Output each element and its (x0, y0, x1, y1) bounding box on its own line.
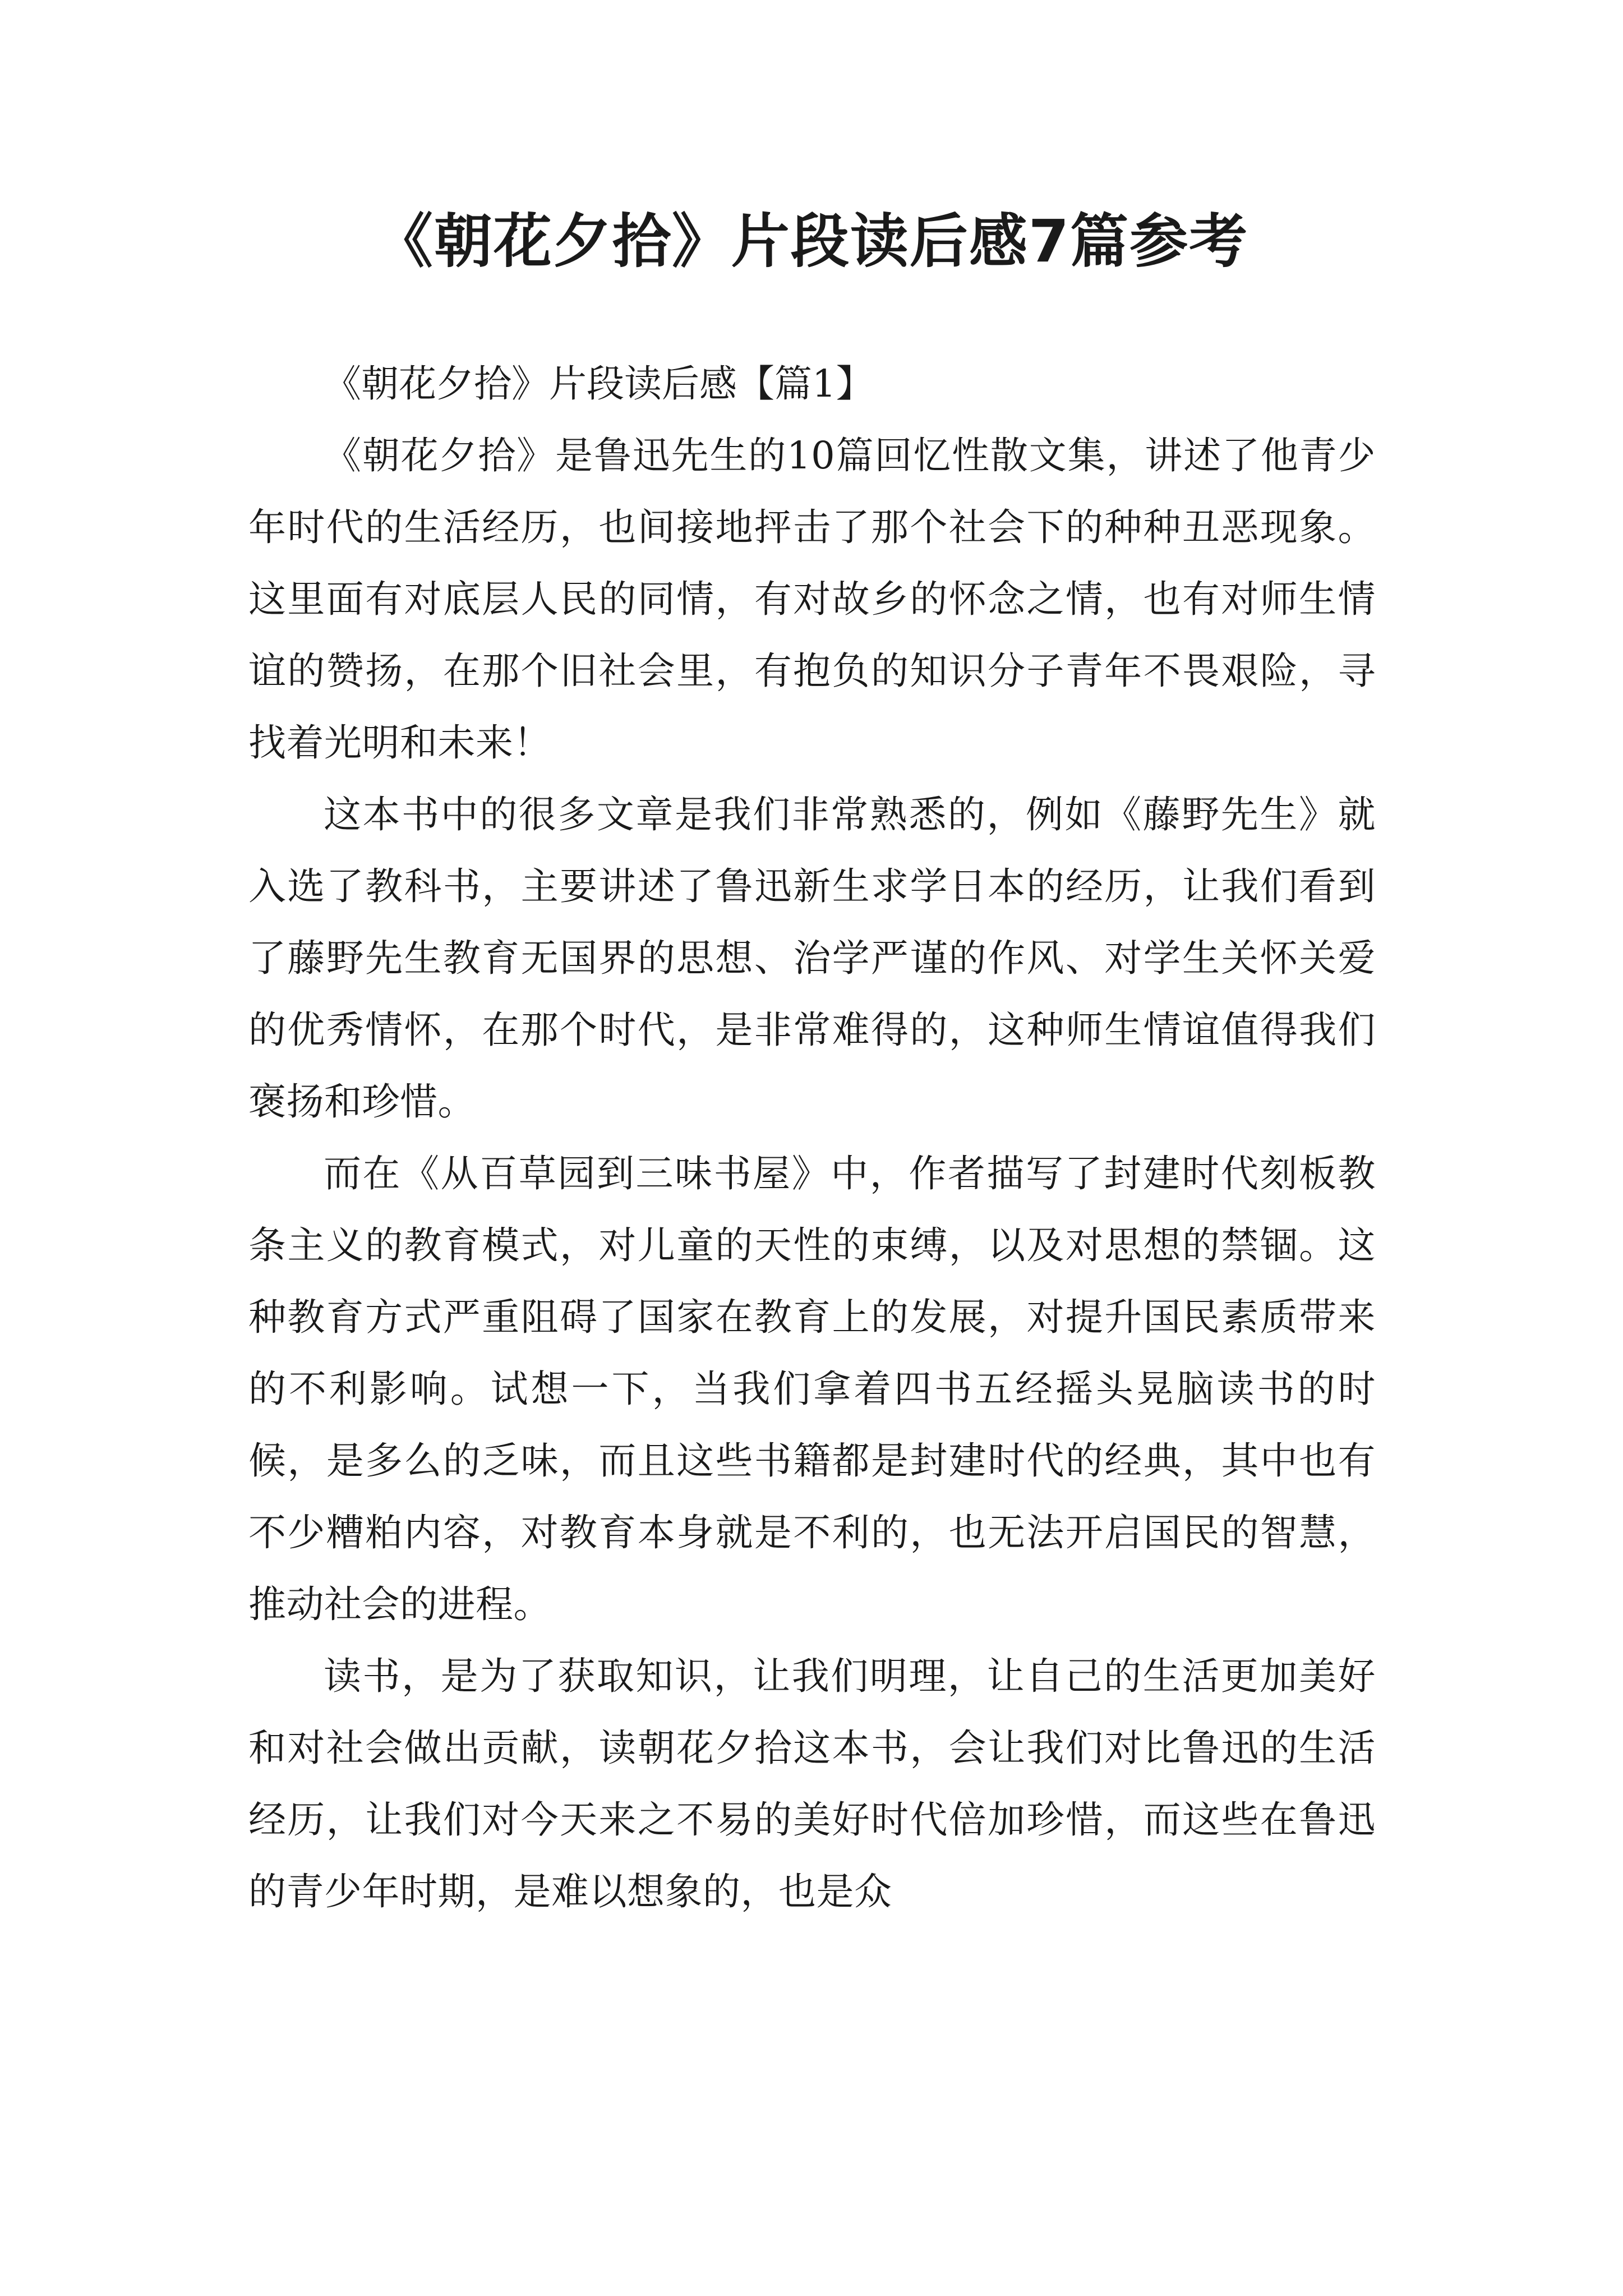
paragraph-4: 读书，是为了获取知识，让我们明理，让自己的生活更加美好和对社会做出贡献，读朝花夕拾这本书，会让我们对比鲁迅的生活经历，让我们对今天来之不易的美好时代倍加珍惜，而这些在鲁迅的青少年时期，是难以想象的，也是众 (248, 1654, 1376, 1913)
document-title: 《朝花夕拾》片段读后感7篇参考 (374, 207, 1249, 275)
document-body (248, 348, 1376, 1927)
section-heading: 《朝花夕拾》片段读后感【篇1】 (324, 362, 874, 406)
paragraph-2: 这本书中的很多文章是我们非常熟悉的，例如《藤野先生》就入选了教科书，主要讲述了鲁迅新生求学日本的经历，让我们看到了藤野先生教育无国界的思想、治学严谨的作风、对学生关怀关爱的优秀情怀，在那个时代，是非常难得的，这种师生情谊值得我们褒扬和珍惜。 (248, 793, 1376, 1124)
paragraph-3: 而在《从百草园到三味书屋》中，作者描写了封建时代刻板教条主义的教育模式，对儿童的天性的束缚，以及对思想的禁锢。这种教育方式严重阻碍了国家在教育上的发展，对提升国民素质带来的不利影响。试想一下，当我们拿着四书五经摇头晃脑读书的时候，是多么的乏味，而且这些书籍都是封建时代的经典，其中也有不少糟粕内容，对教育本身就是不利的，也无法开启国民的智慧，推动社会的进程。 (248, 1152, 1376, 1626)
paragraph-1: 《朝花夕拾》是鲁迅先生的10篇回忆性散文集，讲述了他青少年时代的生活经历，也间接地抨击了那个社会下的种种丑恶现象。这里面有对底层人民的同情，有对故乡的怀念之情，也有对师生情谊的赞扬，在那个旧社会里，有抱负的知识分子青年不畏艰险，寻找着光明和未来！ (248, 434, 1376, 765)
